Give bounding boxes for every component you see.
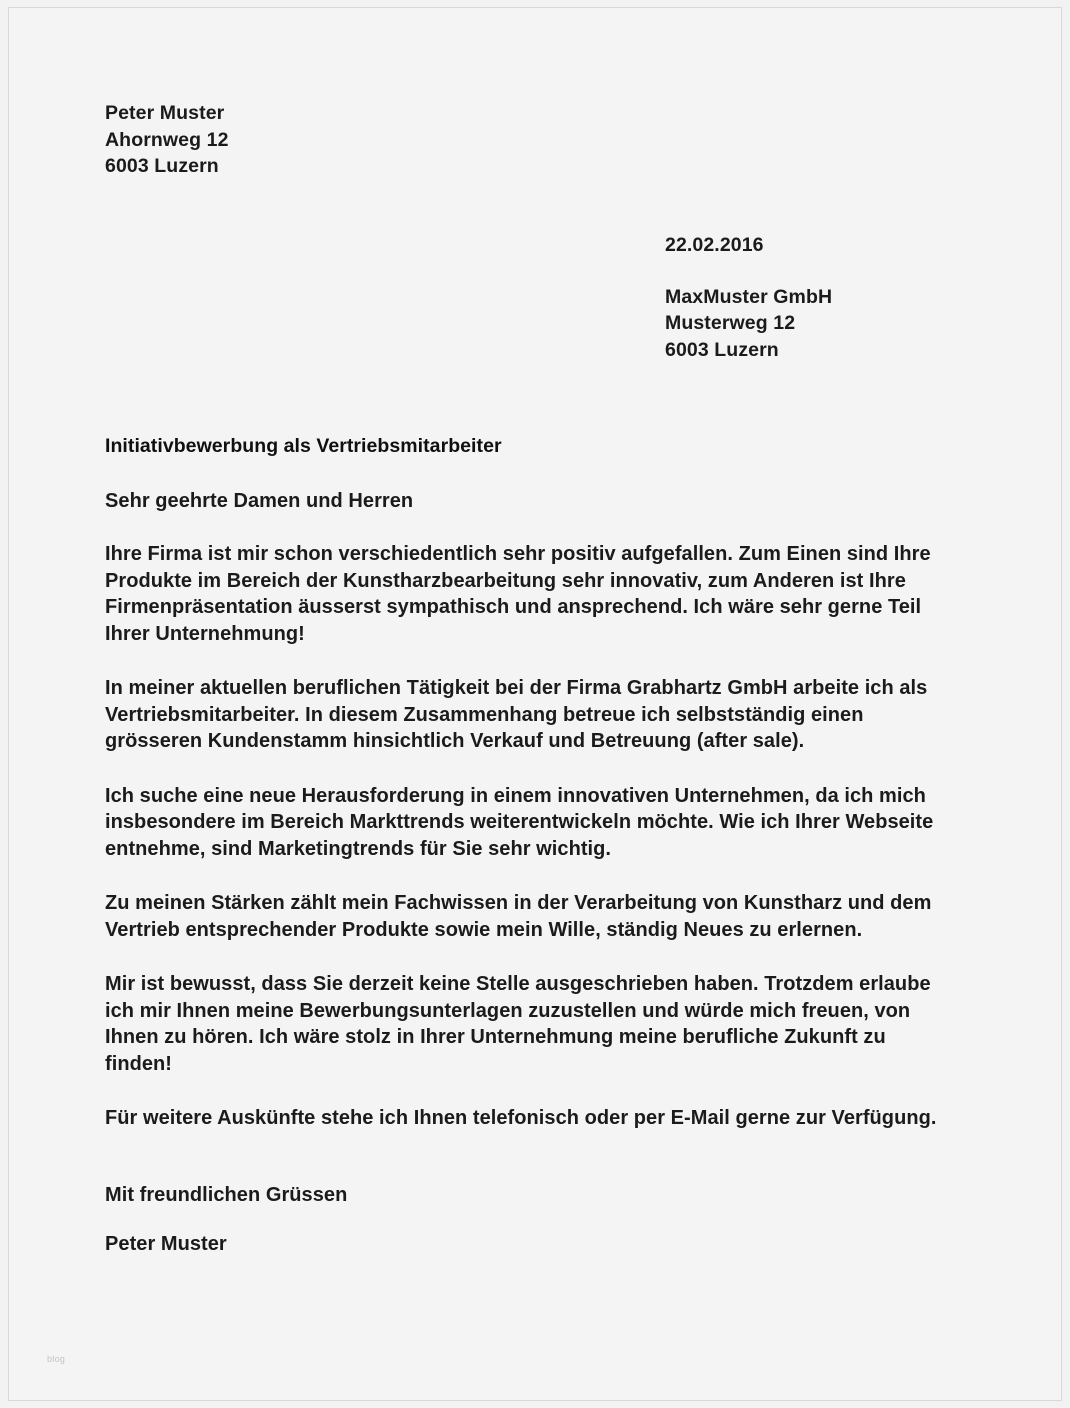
- sender-street: Ahornweg 12: [105, 128, 229, 151]
- letter-sheet: [8, 7, 1062, 1401]
- recipient-company: MaxMuster GmbH: [665, 285, 833, 308]
- sender-address-block: [105, 100, 965, 180]
- letter-date: 22.02.2016: [665, 233, 764, 256]
- letter-paragraph: Ich suche eine neue Herausforderung in einem innovativen Unternehmen, da ich mich insbesondere im Bereich Markttrends weiterentwickeln möchte. Wie ich Ihrer Webseite entnehme, sind Marketingtrends für Sie sehr wichtig.: [105, 784, 934, 860]
- spacer: [105, 180, 965, 232]
- recipient-area: [665, 232, 965, 364]
- sender-city: 6003 Luzern: [105, 155, 219, 177]
- letter-paragraph: Für weitere Auskünfte stehe ich Ihnen telefonisch oder per E-Mail gerne zur Verfügung.: [105, 1107, 937, 1129]
- letter-signature: Peter Muster: [105, 1232, 227, 1255]
- letter-salutation: Sehr geehrte Damen und Herren: [105, 490, 414, 512]
- recipient-address-block: [665, 284, 965, 364]
- sender-name: Peter Muster: [105, 102, 225, 124]
- letter-paragraph: Mir ist bewusst, dass Sie derzeit keine Stelle ausgeschrieben haben. Trotzdem erlaube ich mir Ihnen meine Bewerbungsunterlagen zuzustellen und würde mich freuen, von Ihnen zu hören. Ich wäre stolz in Ihrer Unternehmung meine berufliche Zukunft zu finden!: [105, 973, 931, 1075]
- recipient-street: Musterweg 12: [665, 312, 796, 334]
- letter-paragraph: Zu meinen Stärken zählt mein Fachwissen in der Verarbeitung von Kunstharz und dem Vertrieb entsprechender Produkte sowie mein Wille, ständig Neues zu erlernen.: [105, 892, 932, 941]
- letter-paragraph: In meiner aktuellen beruflichen Tätigkeit bei der Firma Grabhartz GmbH arbeite ich als Vertriebsmitarbeiter. In diesem Zusammenhang betreue ich selbstständig einen grösseren Kundenstamm hinsichtlich Verkauf und Betreuung (after sale).: [105, 677, 928, 752]
- letter-content: [105, 100, 965, 1256]
- letter-subject: Initiativbewerbung als Vertriebsmitarbeiter: [105, 435, 502, 457]
- recipient-city: 6003 Luzern: [665, 338, 779, 361]
- letter-closing: Mit freundlichen Grüssen: [105, 1183, 348, 1206]
- watermark-text: blog: [47, 1354, 66, 1364]
- letter-paragraph: Ihre Firma ist mir schon verschiedentlich sehr positiv aufgefallen. Zum Einen sind Ihre Produkte im Bereich der Kunstharzbearbeitung sehr innovativ, zum Anderen ist Ihre Firmenpräsentation äusserst sympathisch und ansprechend. Ich wäre sehr gerne Teil Ihrer Unternehmung!: [105, 543, 931, 645]
